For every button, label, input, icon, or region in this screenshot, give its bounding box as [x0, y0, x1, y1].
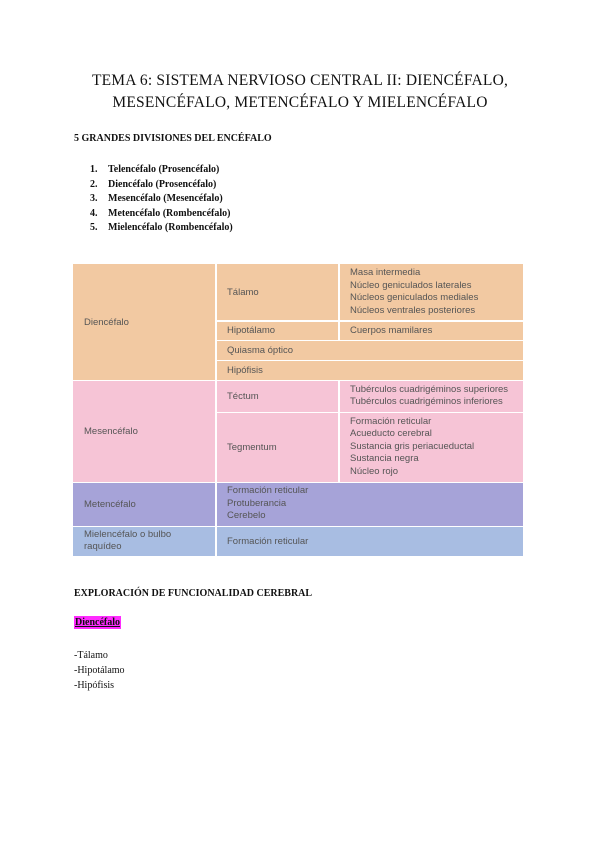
tegmentum-part: Núcleo rojo — [350, 465, 399, 477]
hipofisis-cell: Hipófisis — [216, 360, 523, 380]
tectum-parts-cell — [339, 380, 523, 412]
list-item: -Hipotálamo — [74, 665, 125, 676]
talamo-parts-cell — [339, 264, 523, 321]
tegmentum-part: Sustancia negra — [350, 453, 419, 465]
list-number: 1. — [90, 164, 98, 175]
list-item — [90, 192, 233, 207]
highlighted-subheading: Diencéfalo — [75, 617, 120, 628]
list-text: Telencéfalo (Prosencéfalo) — [108, 164, 220, 175]
hipotalamo-cell: Hipotálamo — [216, 321, 339, 340]
mielencefalo-label-line: Mielencéfalo o bulbo — [84, 528, 172, 540]
divisions-heading: 5 GRANDES DIVISIONES DEL ENCÉFALO — [74, 133, 272, 144]
quiasma-cell: Quiasma óptico — [216, 340, 523, 360]
hipotalamo-part-cell: Cuerpos mamilares — [339, 321, 523, 340]
table-divider — [338, 264, 340, 340]
talamo-cell: Tálamo — [216, 264, 339, 321]
table-divider — [338, 380, 340, 482]
tegmentum-part: Formación reticular — [350, 415, 432, 427]
table-divider — [73, 526, 523, 528]
structures-list — [74, 648, 125, 693]
brain-divisions-table — [73, 264, 523, 556]
metencefalo-label: Metencéfalo — [73, 482, 216, 526]
exploration-heading: EXPLORACIÓN DE FUNCIONALIDAD CEREBRAL — [74, 588, 313, 599]
tegmentum-part: Sustancia gris periacueductal — [350, 440, 475, 452]
metencefalo-part: Protuberancia — [227, 497, 287, 509]
metencefalo-part: Cerebelo — [227, 510, 266, 522]
tegmentum-part: Acueducto cerebral — [350, 428, 432, 440]
tectum-cell: Téctum — [216, 380, 339, 412]
list-text: Mesencéfalo (Mesencéfalo) — [108, 193, 223, 204]
list-text: Mielencéfalo (Rombencéfalo) — [108, 222, 233, 233]
list-number: 3. — [90, 193, 98, 204]
metencefalo-parts-cell — [216, 482, 523, 526]
table-divider — [215, 264, 217, 556]
table-divider — [73, 482, 523, 484]
table-divider — [216, 360, 523, 362]
mesencefalo-label: Mesencéfalo — [73, 380, 216, 482]
list-number: 4. — [90, 207, 98, 219]
list-number: 2. — [90, 178, 98, 190]
tectum-part: Tubérculos cuadrigéminos inferiores — [350, 396, 503, 407]
table-divider — [216, 412, 523, 414]
tegmentum-parts-cell — [339, 412, 523, 482]
list-text: Diencéfalo (Prosencéfalo) — [108, 178, 217, 190]
talamo-part: Núcleos ventrales posteriores — [350, 304, 476, 316]
list-item — [90, 207, 233, 222]
table-divider — [73, 380, 523, 382]
talamo-part: Núcleos geniculados mediales — [350, 292, 479, 303]
list-number: 5. — [90, 222, 98, 233]
metencefalo-part: Formación reticular — [227, 485, 309, 497]
diencefalo-label: Diencéfalo — [73, 264, 216, 380]
title-line-1: TEMA 6: SISTEMA NERVIOSO CENTRAL II: DIENCÉFALO, — [91, 72, 509, 89]
talamo-part: Masa intermedia — [350, 267, 421, 278]
tegmentum-cell: Tegmentum — [216, 412, 339, 482]
mielencefalo-part-cell: Formación reticular — [216, 526, 523, 556]
list-item — [90, 163, 233, 178]
document-title — [60, 70, 540, 114]
list-item: -Hipófisis — [74, 680, 114, 691]
table-divider — [216, 320, 523, 322]
mielencefalo-label-line: raquídeo — [84, 541, 122, 552]
list-item — [90, 178, 233, 193]
list-text: Metencéfalo (Rombencéfalo) — [108, 207, 231, 219]
list-item: -Tálamo — [74, 650, 108, 661]
list-item — [90, 221, 233, 236]
mielencefalo-label — [73, 526, 216, 556]
talamo-part: Núcleo geniculados laterales — [350, 279, 472, 291]
tectum-part: Tubérculos cuadrigéminos superiores — [350, 383, 509, 395]
divisions-list — [90, 163, 233, 236]
table-divider — [216, 340, 523, 342]
title-line-2: MESENCÉFALO, METENCÉFALO Y MIELENCÉFALO — [112, 94, 488, 111]
